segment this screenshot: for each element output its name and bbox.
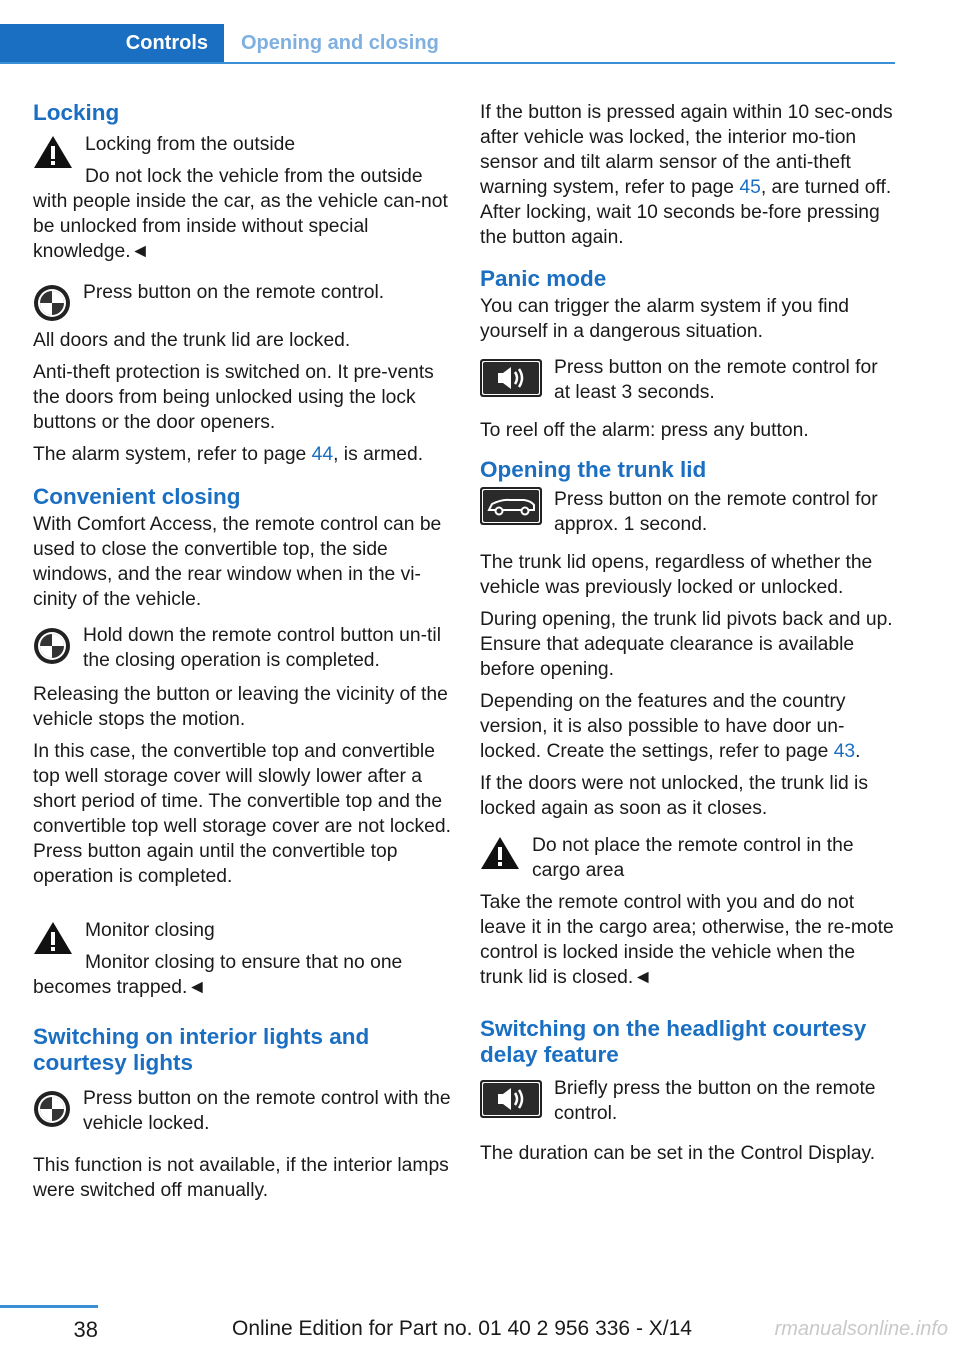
remote-lock-instruction bbox=[33, 280, 451, 305]
text: . bbox=[855, 741, 861, 762]
paragraph: The trunk lid opens, regardless of whether the vehicle was previously locked or unlocked. bbox=[480, 552, 873, 598]
paragraph: In this case, the convertible top and convertible top well storage cover will slowly lower after a short period of time. The convertible top and the convertible top well storage cover are not locked. Press button again until the convertible top operation is completed. bbox=[33, 741, 451, 887]
paragraph bbox=[480, 689, 896, 764]
footer-rule bbox=[0, 1305, 98, 1308]
page-link[interactable]: 44 bbox=[311, 444, 334, 465]
warning-body: Monitor closing to ensure that no one becomes trapped.◄ bbox=[33, 952, 403, 998]
instruction-text: Press button on the remote control. bbox=[83, 282, 385, 303]
warning-triangle-icon bbox=[480, 835, 520, 871]
warning-body: Do not lock the vehicle from the outside with people inside the car, as the vehicle can-not be unlocked from inside without special knowledge.◄ bbox=[33, 166, 448, 262]
instruction-text: Briefly press the button on the remote control. bbox=[554, 1078, 876, 1124]
paragraph: The duration can be set in the Control Display. bbox=[480, 1143, 876, 1164]
paragraph: During opening, the trunk lid pivots back and up. Ensure that adequate clearance is available before opening. bbox=[480, 609, 893, 680]
panic-instruction bbox=[480, 355, 896, 405]
paragraph: You can trigger the alarm system if you find yourself in a dangerous situation. bbox=[480, 296, 850, 342]
trunk-car-icon bbox=[480, 487, 542, 525]
edition-note: Online Edition for Part no. 01 40 2 956 336 - X/14 bbox=[232, 1317, 692, 1340]
paragraph bbox=[480, 100, 896, 250]
bmw-key-icon bbox=[33, 1090, 71, 1128]
instruction-text: Hold down the remote control button un-til the closing operation is completed. bbox=[83, 625, 441, 671]
heading-interior-lights: Switching on interior lights and courtesy lights bbox=[33, 1024, 370, 1075]
text: If the button is pressed again within 10 sec-onds after vehicle was locked, the interior mo-tion sensor and tilt alarm sensor of the anti-theft warning system, refer to page bbox=[480, 102, 893, 198]
warning-cargo-area bbox=[480, 833, 896, 990]
page-number: 38 bbox=[73, 1317, 98, 1342]
instruction-text: Press button on the remote control with the vehicle locked. bbox=[83, 1088, 451, 1134]
warning-triangle-icon bbox=[33, 134, 73, 170]
paragraph: With Comfort Access, the remote control can be used to close the convertible top, the side windows, and the rear window when in the vi-cinity of the vehicle. bbox=[33, 514, 442, 610]
bmw-key-icon bbox=[33, 627, 71, 665]
panic-speaker-icon bbox=[480, 359, 542, 397]
headlight-instruction bbox=[480, 1076, 896, 1126]
heading-locking: Locking bbox=[33, 100, 120, 125]
paragraph: All doors and the trunk lid are locked. bbox=[33, 330, 351, 351]
paragraph: Anti-theft protection is switched on. It pre-vents the doors from being unlocked using the lock buttons or the door openers. bbox=[33, 362, 434, 433]
warning-title: Locking from the outside bbox=[85, 134, 296, 155]
heading-convenient-closing: Convenient closing bbox=[33, 484, 241, 509]
page-link[interactable]: 43 bbox=[833, 741, 856, 762]
instruction-text: Press button on the remote control for approx. 1 second. bbox=[554, 489, 878, 535]
speaker-button-icon bbox=[480, 1080, 542, 1118]
page-link[interactable]: 45 bbox=[739, 177, 761, 198]
instruction-text: Press button on the remote control for at least 3 seconds. bbox=[554, 357, 878, 403]
paragraph: Releasing the button or leaving the vicinity of the vehicle stops the motion. bbox=[33, 684, 448, 730]
warning-triangle-icon bbox=[33, 920, 73, 956]
warning-title: Monitor closing bbox=[85, 920, 215, 941]
header-tabs bbox=[0, 24, 895, 64]
watermark: rmanualsonline.info bbox=[774, 1318, 948, 1340]
tab-controls[interactable]: Controls bbox=[0, 24, 224, 62]
warning-monitor-closing bbox=[33, 918, 451, 1000]
heading-panic-mode: Panic mode bbox=[480, 266, 607, 291]
bmw-key-icon bbox=[33, 284, 71, 322]
left-column bbox=[33, 100, 451, 1210]
warning-body: Take the remote control with you and do not leave it in the cargo area; otherwise, the re-mote control is locked inside the vehicle when the trunk lid is closed.◄ bbox=[480, 892, 894, 988]
trunk-instruction bbox=[480, 487, 896, 537]
paragraph: To reel off the alarm: press any button. bbox=[480, 420, 809, 441]
text: Depending on the features and the country version, it is also possible to have door un-locked. Create the settings, refer to page bbox=[480, 691, 846, 762]
paragraph: If the doors were not unlocked, the trunk lid is locked again as soon as it closes. bbox=[480, 773, 868, 819]
right-column bbox=[480, 100, 896, 1173]
heading-opening-trunk-lid: Opening the trunk lid bbox=[480, 457, 707, 482]
heading-headlight-courtesy: Switching on the headlight courtesy delay feature bbox=[480, 1016, 867, 1067]
text: , is armed. bbox=[333, 444, 424, 465]
warning-locking-outside bbox=[33, 132, 451, 264]
tab-opening-and-closing[interactable]: Opening and closing bbox=[241, 31, 439, 54]
text: , are turned off. After locking, wait 10 seconds be-fore pressing the button again. bbox=[480, 177, 892, 248]
remote-close-instruction bbox=[33, 623, 451, 673]
warning-title: Do not place the remote control in the cargo area bbox=[532, 835, 854, 881]
remote-lights-instruction bbox=[33, 1086, 451, 1136]
text: The alarm system, refer to page bbox=[33, 444, 312, 465]
paragraph bbox=[33, 442, 451, 467]
paragraph: This function is not available, if the interior lamps were switched off manually. bbox=[33, 1155, 449, 1201]
